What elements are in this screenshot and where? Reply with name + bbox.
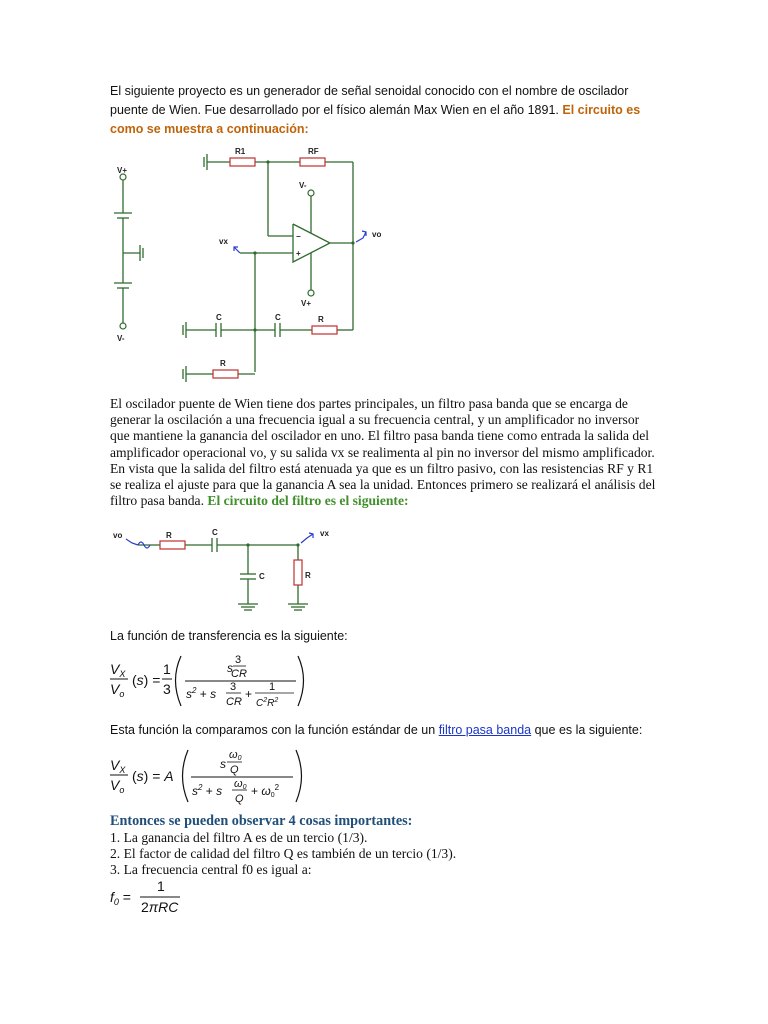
center-frequency-equation [108, 878, 198, 918]
intro-paragraph [110, 82, 658, 139]
svg-text:C2R2: $C^2R^2$ [256, 697, 279, 709]
vo-label: vo [372, 230, 382, 239]
filter-r-shunt-label: R [305, 571, 311, 580]
svg-text:Q: Q [235, 793, 244, 805]
svg-text:(s) =: (s) = [132, 672, 161, 688]
compare-after: que es la siguiente: [534, 723, 643, 737]
svg-text:ω0: ω0 [234, 778, 247, 791]
c1-label: C [216, 313, 222, 322]
svg-text:f0 =: $f_0$ = [110, 889, 131, 907]
explanation-text: El oscilador puente de Wien tiene dos partes principales, un filtro pasa banda que se encarga de generar la oscilación a una frecuencia igual a su frecuencia central, y un amplificador no inversor que mantiene la ganancia del oscilador en uno. El filtro pasa banda tiene como entrada la salida del amplificador operacional vo, y su salida vx se realimenta al pin no inversor del mismo amplificador. En vista que la salida del filtro está atenuada ya que es un filtro pasivo, con las resistencias RF y R1 se realiza el ajuste para que la ganancia A sea la unidad. Entonces primero se realizará el análisis del filtro pasa banda. [110, 396, 656, 509]
filtro-pasa-banda-link[interactable]: filtro pasa banda [438, 723, 532, 737]
svg-text:VX: $V_X$ [110, 661, 126, 679]
svg-text:Vo: $V_o$ [110, 777, 125, 795]
svg-text:VX: $V_X$ [110, 757, 126, 775]
vminus-supply-label: V- [117, 334, 125, 343]
svg-text:+ ω02: + $\omega 0^2$ [251, 783, 280, 799]
svg-text:CR: CR [226, 696, 242, 708]
opamp-inverting-sign: − [296, 232, 301, 241]
svg-text:s2 + s: $s^2 + s$ [192, 783, 223, 798]
filter-vx-label: vx [320, 529, 329, 538]
intro-text: El siguiente proyecto es un generador de señal senoidal conocido con el nombre de oscilador puente de Wien. Fue desarrollado por el físico alemán Max Wien en el año 1891. [110, 84, 629, 117]
c2-label: C [275, 313, 281, 322]
svg-text:Vo: $V_o$ [110, 681, 125, 699]
wien-oscillator-circuit [100, 140, 400, 385]
compare-sentence [110, 721, 670, 740]
observations-list [110, 830, 658, 879]
svg-text:s: s [227, 661, 233, 675]
svg-text:Q: Q [230, 764, 239, 776]
filter-circuit [110, 528, 370, 616]
standard-bandpass-equation [108, 744, 308, 806]
svg-text:1: 1 [269, 681, 276, 693]
compare-before: Esta función la comparamos con la función estándar de un [110, 723, 436, 737]
filter-r-label: R [166, 531, 172, 540]
svg-text:2πRC: 2πRC [141, 899, 179, 915]
svg-text:(s) = A: (s) = A [132, 768, 174, 784]
transfer-function-equation [108, 650, 318, 712]
filter-vo-label: vo [113, 531, 123, 540]
opamp-vplus-label: V+ [301, 299, 312, 308]
explanation-highlight: El circuito del filtro es el siguiente: [207, 493, 409, 509]
svg-text:3: 3 [163, 681, 171, 697]
svg-text:3: 3 [230, 681, 237, 693]
observation-item-1: 1. La ganancia del filtro A es de un tercio (1/3). [110, 830, 368, 845]
observations-heading: Entonces se pueden observar 4 cosas importantes: [110, 813, 413, 829]
svg-text:s2 + s: $s^2 + s$ [186, 686, 217, 701]
svg-text:s: s [220, 757, 226, 771]
svg-text:CR: CR [231, 668, 247, 680]
opamp-vminus-label: V- [299, 181, 307, 190]
vx-label: vx [219, 237, 228, 246]
svg-text:ω0: ω0 [229, 749, 242, 762]
r-shunt-label: R [220, 359, 226, 368]
r1-label: R1 [235, 147, 246, 156]
vplus-supply-label: V+ [117, 166, 128, 175]
svg-text:1: 1 [163, 661, 171, 677]
intro-highlight: El circuito es como se muestra a continuación: [110, 103, 641, 136]
r-series-label: R [318, 315, 324, 324]
filter-c-shunt-label: C [259, 572, 265, 581]
svg-text:+: + [245, 687, 253, 701]
observation-item-2: 2. El factor de calidad del filtro Q es también de un tercio (1/3). [110, 846, 457, 862]
rf-label: RF [308, 147, 319, 156]
filter-c-series-label: C [212, 528, 218, 537]
observation-item-3: 3. La frecuencia central f0 es igual a: [110, 862, 312, 878]
opamp-noninverting-sign: + [296, 249, 301, 258]
svg-text:3: 3 [235, 654, 242, 666]
explanation-paragraph [110, 396, 658, 509]
svg-text:1: 1 [157, 878, 165, 894]
transfer-intro: La función de transferencia es la siguiente: [110, 629, 348, 643]
